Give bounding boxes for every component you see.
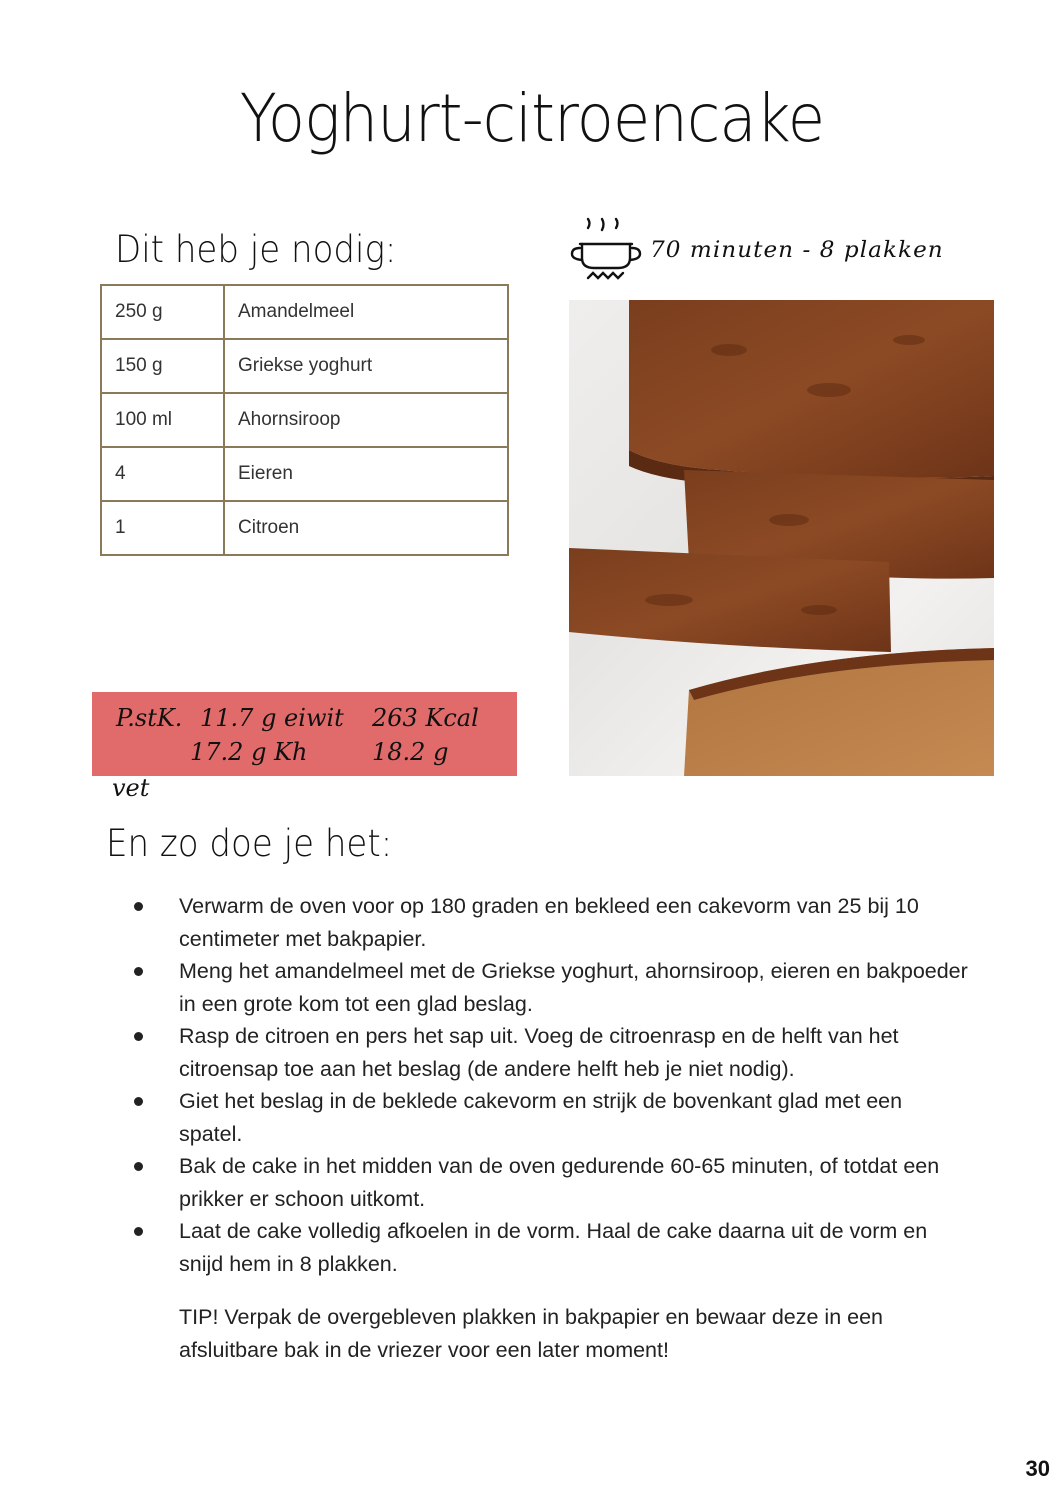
list-item [130,890,970,955]
table-row [101,285,508,339]
table-row [101,339,508,393]
bullet-icon [134,1227,143,1236]
method-section [130,890,970,1366]
cake-photo [569,300,994,776]
bullet-icon [134,902,143,911]
ingredient-quantity: 4 [101,447,224,501]
bullet-icon [134,1162,143,1171]
step-text: Verwarm de oven voor op 180 graden en bekleed een cakevorm van 25 bij 10 centimeter met bakpapier. [179,894,919,951]
ingredient-quantity: 1 [101,501,224,555]
bullet-icon [134,1032,143,1041]
table-row [101,447,508,501]
cooking-pot-icon [568,216,644,282]
ingredients-heading: Dit heb je nodig: [115,228,397,271]
cake-slices-illustration [569,300,994,776]
nutrition-carbs: 17.2 g Kh [190,738,308,766]
ingredient-quantity: 100 ml [101,393,224,447]
tip-text: TIP! Verpak de overgebleven plakken in bakpapier en bewaar deze in een afsluitbare bak in de vriezer voor een later moment! [179,1305,883,1362]
ingredient-name: Citroen [224,501,508,555]
list-item [130,1020,970,1085]
step-text: Laat de cake volledig afkoelen in de vorm. Haal de cake daarna uit de vorm en snijd hem in 8 plakken. [179,1219,928,1276]
ingredient-name: Griekse yoghurt [224,339,508,393]
nutrition-kcal: 263 Kcal [372,704,479,732]
ingredients-table [100,284,509,556]
time-servings-note: 70 minuten - 8 plakken [650,238,944,263]
method-heading: En zo doe je het: [106,822,393,865]
page-number: 30 [1025,1456,1050,1481]
list-item [130,1150,970,1215]
table-row [101,393,508,447]
table-row [101,501,508,555]
bullet-icon [134,967,143,976]
list-item [130,955,970,1020]
ingredient-name: Ahornsiroop [224,393,508,447]
method-steps-list [130,890,970,1280]
nutrition-protein: 11.7 g eiwit [200,704,344,732]
step-text: Meng het amandelmeel met de Griekse yoghurt, ahornsiroop, eieren en bakpoeder in een grote kom tot een glad beslag. [179,959,968,1016]
ingredient-name: Eieren [224,447,508,501]
step-text: Bak de cake in het midden van de oven gedurende 60-65 minuten, of totdat een prikker er schoon uitkomt. [179,1154,940,1211]
nutrition-prefix: P.stK. [116,704,183,732]
step-text: Rasp de citroen en pers het sap uit. Voeg de citroenrasp en de helft van het citroensap toe aan het beslag (de andere helft heb je niet nodig). [179,1024,899,1081]
nutrition-fat: 18.2 g [372,738,449,766]
page-title: Yoghurt-citroencake [239,80,825,157]
ingredient-quantity: 150 g [101,339,224,393]
ingredient-quantity: 250 g [101,285,224,339]
nutrition-fat-label: vet [112,774,150,802]
list-item [130,1085,970,1150]
list-item [130,1215,970,1280]
bullet-icon [134,1097,143,1106]
ingredient-name: Amandelmeel [224,285,508,339]
step-text: Giet het beslag in de beklede cakevorm en strijk de bovenkant glad met een spatel. [179,1089,903,1146]
